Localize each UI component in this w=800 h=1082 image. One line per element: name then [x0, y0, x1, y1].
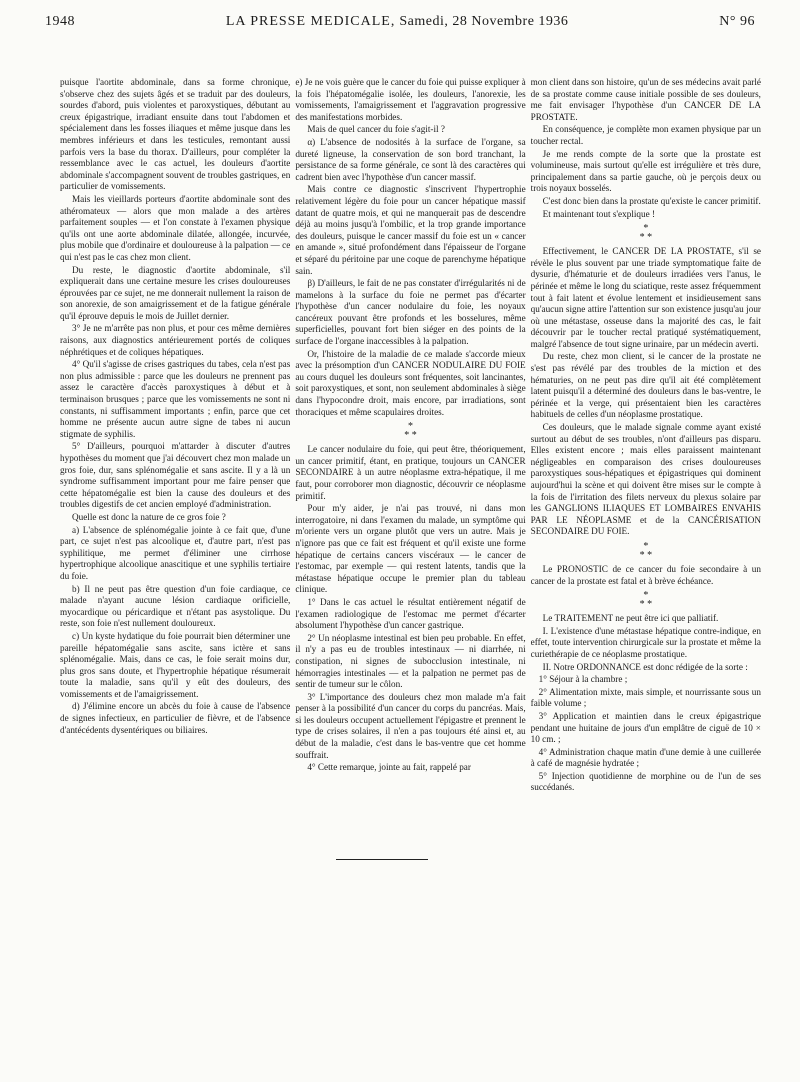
paragraph: α) L'absence de nodosités à la surface de l'organe, sa dureté ligneuse, la conservation de son bord tranchant, la persistance de sa forme générale, ce sont là des caractères qui cadrent bien avec l'hypothèse d'un cancer massif.	[295, 136, 526, 182]
paragraph: 2° Un néoplasme intestinal est bien peu probable. En effet, il n'y a pas eu de troubles intestinaux — ni diarrhée, ni constipation, ni signes de subocclusion intestinale, ni hémorragies intestinales — et la palpation ne permet pas de sentir de tumeur sur le côlon.	[295, 632, 526, 690]
paragraph: II. Notre ORDONNANCE est donc rédigée de la sorte :	[542, 661, 748, 672]
section-separator-stars: * * *	[639, 223, 653, 244]
paragraph: Le cancer nodulaire du foie, qui peut être, théoriquement, un cancer primitif, étant, en pratique, toujours un CANCER SECONDAIRE à un autre néoplasme extra-hépatique, il me faut, pour corroborer mon diagnostic, découvrir ce néoplasme primitif.	[295, 444, 526, 501]
paragraph: Quelle est donc la nature de ce gros foie ?	[72, 511, 226, 522]
issue-number: N° 96	[719, 14, 755, 29]
paragraph: Mais les vieillards porteurs d'aortite abdominale sont des athéromateux — alors que mon malade a des artères parfaitement souples — et l'on constate à l'examen physique qu'ils ont une aorte abdominale dilatée, allongée, incurvée, plus mobile que d'ordinaire et douloureuse à la palpation — ce qui n'est pas le cas chez mon client.	[60, 193, 291, 262]
paragraph: Et maintenant tout s'explique !	[542, 208, 656, 219]
paragraph: En conséquence, je complète mon examen physique par un toucher rectal.	[530, 124, 761, 146]
paragraph: d) J'élimine encore un abcès du foie à cause de l'absence de signes infectieux, en particulier de fièvre, et de l'absence d'antécédents dysentériques ou biliaires.	[60, 701, 291, 735]
issue-date: Samedi, 28 Novembre 1936	[399, 14, 569, 29]
paragraph: 4° Cette remarque, jointe au fait, rappelé par	[307, 762, 471, 773]
prescription-item: 1° Séjour à la chambre ;	[538, 674, 628, 685]
paragraph: Ces douleurs, que le malade signale comme ayant existé surtout au début de ses troubles, n'ont d'ailleurs pas disparu. Elles existent encore ; mais elles paraissent maintenant négligeables en comparaison des crises douloureuses paroxystiques sous-hépatiques et épigastriques qui dominent aujourd'hui la scène et qui doivent être mises sur le compte à la fois de l'irritation des filets nerveux du plexus solaire par les GANGLIONS ILIAQUES ET LOMBAIRES ENVAHIS PAR LE NÉOPLASME et de la CANCÉRISATION SECONDAIRE DU FOIE.	[530, 422, 761, 537]
journal-name: LA PRESSE MEDICALE,	[225, 14, 396, 29]
paragraph: I. L'existence d'une métastase hépatique contre-indique, en effet, toute intervention chirurgicale sur la prostate et même la curiethérapie de ce néoplasme prostatique.	[530, 625, 761, 659]
paragraph: Le PRONOSTIC de ce cancer du foie secondaire à un cancer de la prostate est fatal et à brève échéance.	[530, 563, 761, 586]
section-separator-stars: * * *	[404, 421, 417, 442]
paragraph: 4° Qu'il s'agisse de crises gastriques du tabes, cela n'est pas non plus admissible : parce que les douleurs ne prennent pas assez le caractère d'accès paroxystiques à début et à terminaison brusques ; parce que les vomissements ne sont ni constants, ni suffisamment importants ; enfin, parce que cet homme ne présente aucun autre signe de tabes ni aucun stigmate de syphilis.	[60, 359, 291, 439]
page-number: 1948	[45, 14, 75, 29]
paragraph: C'est donc bien dans la prostate qu'existe le cancer primitif.	[542, 195, 761, 206]
column-1	[60, 77, 290, 842]
paragraph: Du reste, le diagnostic d'aortite abdominale, s'il expliquerait dans une certaine mesure les crises douloureuses éprouvées par ce sujet, ne me donnerait nullement la raison de son anorexie, de son amaigrissement et de la fatigue générale qu'il éprouve depuis le mois de Juillet dernier.	[60, 264, 291, 321]
journal-title	[226, 14, 569, 30]
page-header	[45, 14, 755, 40]
article-body	[60, 77, 761, 842]
paragraph: puisque l'aortite abdominale, dans sa forme chronique, s'observe chez des sujets âgés et se traduit par des douleurs, sourdes d'abord, puis violentes et paroxystiques, débutant au creux épigastrique, irradiant ensuite dans tout l'abdomen et spécialement dans les fosses iliaques et même jusque dans les membres inférieurs et dans les testicules, remontant aussi parfois vers la base du thorax. D'ailleurs, pour compléter la ressemblance avec le cas actuel, les douleurs d'aortite abdominale s'accompagnent souvent de troubles gastriques, en particulier de vomissements.	[60, 77, 291, 192]
paragraph: Du reste, chez mon client, si le cancer de la prostate ne s'est pas révélé par des troubles de la miction et des hématuries, on ne peut pas dire qu'il ait été complètement latent puisqu'il a déterminé des douleurs dans le bas-ventre, le périnée et la verge, qui présentaient bien les caractères habituels de celles d'un néoplasme prostatique.	[530, 351, 761, 420]
paragraph: Pour m'y aider, je n'ai pas trouvé, ni dans mon interrogatoire, ni dans l'examen du malade, un symptôme qui m'oriente vers un organe plutôt que vers un autre. Mais je n'ignore pas que ce fait est fréquent et qu'il existe une forme hépatique de certains cancers viscéraux — le cancer de l'estomac, par exemple — qui restent latents, tandis que la métastase hépatique occupe le premier plan du tableau clinique.	[295, 503, 526, 595]
paragraph: a) L'absence de splénomégalie jointe à ce fait que, d'une part, ce sujet n'est pas alcoolique et, d'autre part, n'est pas syphilitique, me permet d'éliminer une cirrhose hypertrophique alcoolique anascitique et une syphilis tertiaire du foie.	[60, 524, 291, 581]
section-separator-stars: * * *	[639, 540, 653, 561]
paragraph: Mais de quel cancer du foie s'agit-il ?	[307, 124, 445, 135]
paragraph: Or, l'histoire de la maladie de ce malade s'accorde mieux avec la présomption d'un CANCER NODULAIRE DU FOIE au cours duquel les douleurs sont fréquentes, soit lancinantes, soit paroxystiques, et sont, non seulement abdominales à siège dans l'hypocondre droit, mais encore, par irradiations, sont thoraciques et même scapulaires droites.	[295, 348, 526, 417]
paragraph: Mais contre ce diagnostic s'inscrivent l'hypertrophie relativement légère du foie pour un cancer hépatique massif datant de quatre mois, et qui ne manquerait pas de descendre déjà au moins jusqu'à l'ombilic, et la trop grande importance des douleurs, puisque le cancer massif du foie est un « cancer en amande », situé profondément dans l'épaisseur de l'organe et séparé du péritoine par une coque de parenchyme hépatique sain.	[295, 184, 526, 276]
paragraph: 3° L'importance des douleurs chez mon malade m'a fait penser à la possibilité d'un cancer du corps du pancréas. Mais, si les douleurs occupent actuellement l'épigastre et prennent le type de crises solaires, il n'en a pas toujours été ainsi et, au début de la maladie, c'est dans le bas-ventre que cet homme souffrait.	[295, 691, 526, 760]
paragraph: c) Un kyste hydatique du foie pourrait bien déterminer une pareille hépatomégalie sans ascite, sans ictère et sans splénomégalie. Mais, dans ce cas, le foie serait moins dur, plus gros sans doute, et l'hypertrophie hépatique résumerait toute la maladie, sans qu'il y eût des douleurs, des vomissements et de l'amaigrissement.	[60, 630, 291, 699]
prescription-item: 5° Injection quotidienne de morphine ou de l'un de ses succédanés.	[530, 770, 761, 793]
column-3	[531, 77, 761, 842]
section-separator-stars: * * *	[639, 590, 653, 611]
prescription-item: 4° Administration chaque matin d'une demie à une cuillerée à café de magnésie hydratée ;	[530, 746, 761, 769]
prescription-item: 3° Application et maintien dans le creux épigastrique pendant une huitaine de jours d'un emplâtre de ciguë de 10 × 10 cm. ;	[530, 710, 761, 745]
paragraph: Effectivement, le CANCER DE LA PROSTATE, s'il se révèle le plus souvent par une triade symptomatique faite de dysurie, d'hématurie et de douleurs irradiées vers l'anus, le périnée et même le long du sciatique, reste assez fréquemment tout à fait latent et évolue lentement et insidieusement sans qu'aucun signe attire l'attention sur son existence jusqu'au jour où une métastase, osseuse dans la majorité des cas, le fait découvrir par le toucher rectal pratiqué systématiquement, malgré l'absence de tout signe urinaire, par un médecin averti.	[530, 246, 761, 349]
paragraph: Je me rends compte de la sorte que la prostate est volumineuse, mais surtout qu'elle est irrégulière et très dure, principalement dans sa partie gauche, où je perçois deux ou trois noyaux bosselés.	[530, 148, 761, 194]
column-2	[295, 77, 525, 842]
end-rule	[336, 859, 428, 860]
prescription-item: 2° Alimentation mixte, mais simple, et nourrissante sous un faible volume ;	[530, 686, 761, 709]
paragraph: Le TRAITEMENT ne peut être ici que palliatif.	[542, 613, 719, 624]
paragraph: mon client dans son histoire, qu'un de ses médecins avait parlé de sa prostate comme cause initiale possible de ses douleurs, me fait envisager l'hypothèse d'un CANCER DE LA PROSTATE.	[530, 77, 761, 122]
paragraph: 5° D'ailleurs, pourquoi m'attarder à discuter d'autres hypothèses du moment que j'ai découvert chez mon malade un gros foie, dur, sans splénomégalie et sans ascite. Il y a là un syndrome suffisamment important pour me faire penser que cette hépatomégalie est bien la cause des douleurs et des troubles digestifs de cet ancien employé d'administration.	[60, 441, 291, 510]
paragraph: 3° Je ne m'arrête pas non plus, et pour ces même dernières raisons, aux diagnostics antérieurement portés de coliques néphrétiques et de coliques hépatiques.	[60, 323, 291, 357]
paragraph: b) Il ne peut pas être question d'un foie cardiaque, ce malade n'ayant aucune lésion cardiaque orificielle, myocardique ou péricardique et n'étant pas asystolique. Du reste, son foie n'est nullement douloureux.	[60, 583, 291, 629]
paragraph: e) Je ne vois guère que le cancer du foie qui puisse expliquer à la fois l'hépatomégalie isolée, les douleurs, l'anorexie, les vomissements, l'amaigrissement et l'aggravation progressive des manifestations morbides.	[295, 77, 526, 122]
paragraph: 1° Dans le cas actuel le résultat entièrement négatif de l'examen radiologique de l'estomac me permet d'écarter absolument l'hypothèse d'un cancer gastrique.	[295, 596, 526, 631]
paragraph: β) D'ailleurs, le fait de ne pas constater d'irrégularités ni de mamelons à la surface du foie ne permet pas d'écarter l'hypothèse d'un cancer nodulaire du foie, les noyaux cancéreux pouvant être profonds et les bosselures, même superficielles, pouvant fort bien siéger en des points de la surface de l'organe inaccessibles à la palpation.	[295, 278, 526, 347]
